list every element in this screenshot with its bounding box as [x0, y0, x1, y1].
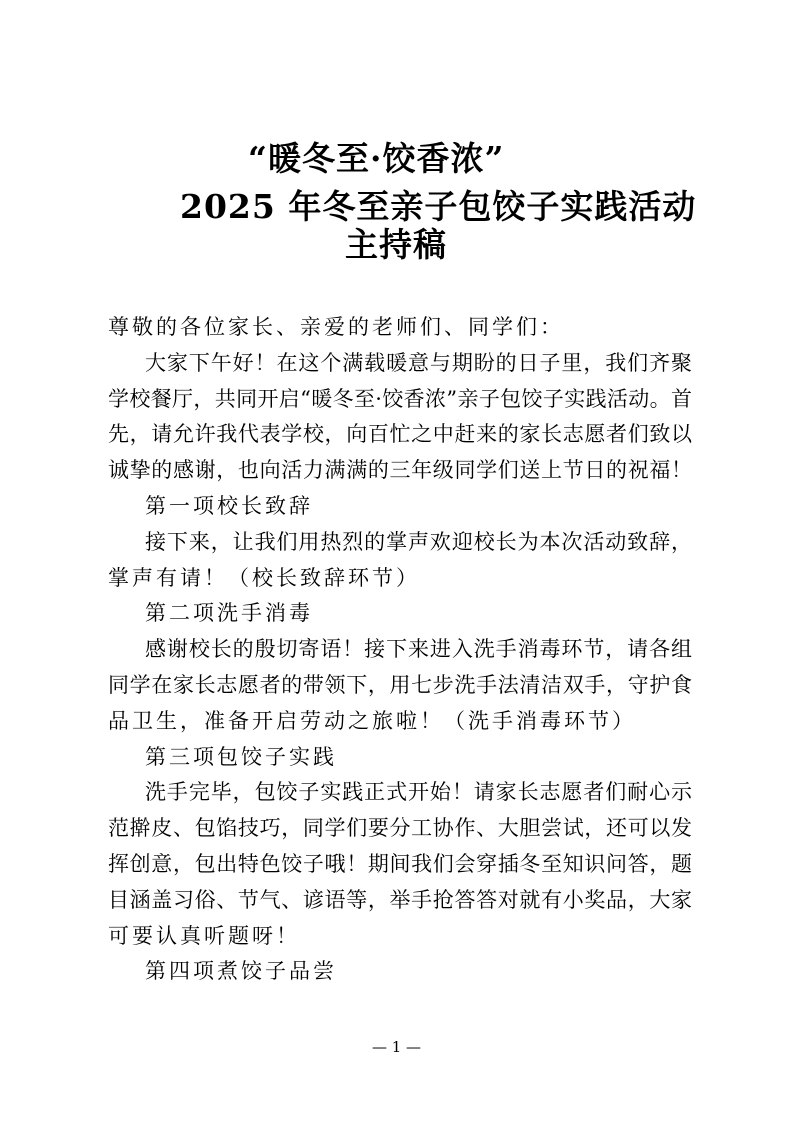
text-line: 挥创意，包出特色饺子哦！期间我们会穿插冬至知识问答，题 — [108, 851, 692, 876]
page-number: — 1 — — [371, 1038, 422, 1056]
text-line: 品卫生，准备开启劳动之旅啦！（洗手消毒环节） — [108, 708, 636, 733]
title-line-2: 2025 年冬至亲子包饺子实践活动 — [180, 187, 697, 226]
text-line: 感谢校长的殷切寄语！接下来进入洗手消毒环节，请各组 — [145, 637, 692, 662]
text-line: 第三项包饺子实践 — [145, 744, 337, 769]
text-line: 诚挚的感谢，也向活力满满的三年级同学们送上节日的祝福！ — [108, 458, 692, 483]
text-line: 先，请允许我代表学校，向百忙之中赶来的家长志愿者们致以 — [108, 422, 692, 447]
document-body — [108, 310, 692, 990]
text-line: 第四项煮饺子品尝 — [145, 959, 337, 984]
title-line-3: 主持稿 — [345, 225, 447, 264]
text-line: 洗手完毕，包饺子实践正式开始！请家长志愿者们耐心示 — [145, 780, 692, 805]
text-line: 范擀皮、包馅技巧，同学们要分工协作、大胆尝试，还可以发 — [108, 816, 692, 841]
text-line: 尊敬的各位家长、亲爱的老师们、同学们： — [108, 315, 564, 339]
text-line: 第一项校长致辞 — [145, 493, 313, 518]
text-line: 接下来，让我们用热烈的掌声欢迎校长为本次活动致辞， — [145, 529, 692, 554]
text-line: 同学在家长志愿者的带领下，用七步洗手法清洁双手，守护食 — [108, 672, 692, 697]
text-line: 目涵盖习俗、节气、谚语等，举手抢答答对就有小奖品，大家 — [108, 887, 692, 912]
text-line: 第二项洗手消毒 — [145, 601, 313, 626]
title-line-1: “暖冬至·饺香浓” — [248, 139, 505, 178]
text-line: 大家下午好！在这个满载暖意与期盼的日子里，我们齐聚 — [145, 350, 692, 375]
text-line: 可要认真听题呀！ — [108, 923, 300, 948]
text-line: 掌声有请！（校长致辞环节） — [108, 565, 420, 590]
text-line: 学校餐厅，共同开启“暖冬至·饺香浓”亲子包饺子实践活动。首 — [108, 386, 692, 411]
